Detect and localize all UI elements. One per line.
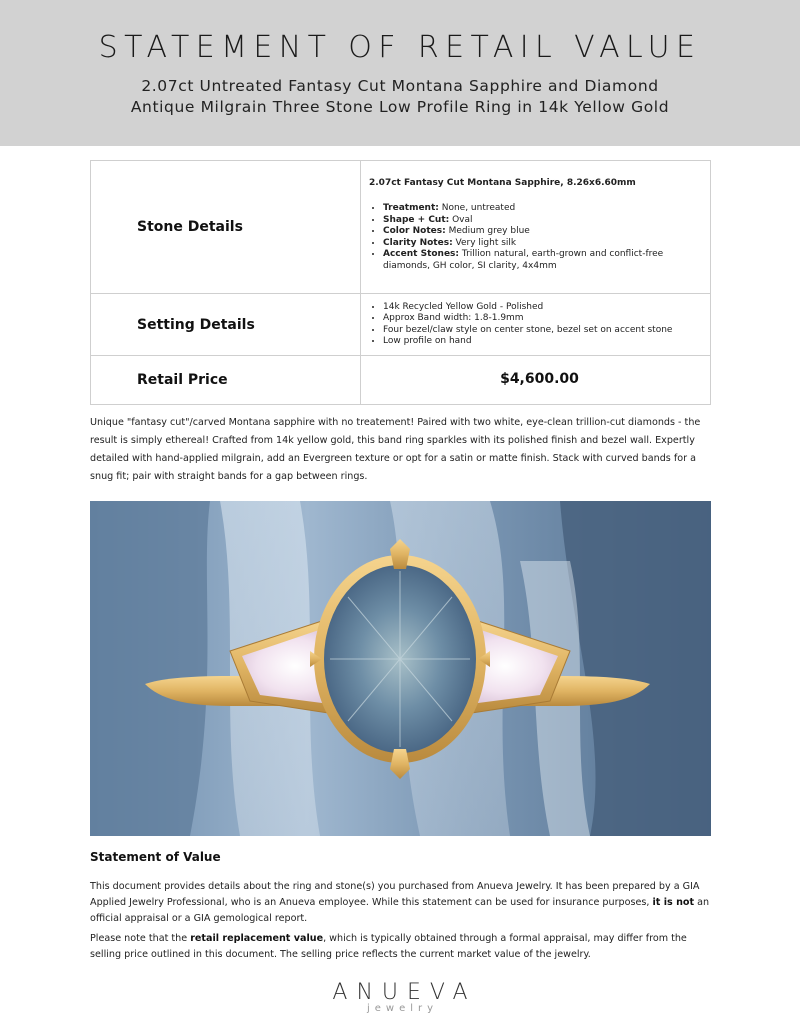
stone-detail-key: Accent Stones: — [383, 249, 460, 260]
setting-details-label: Setting Details — [91, 294, 361, 356]
stone-detail-accent — [383, 249, 702, 272]
stone-detail-color — [383, 226, 702, 238]
statement-emphasis: it is not — [652, 897, 695, 908]
stone-detail-value: None, untreated — [438, 203, 516, 214]
stone-detail-key: Treatment: — [383, 203, 439, 214]
setting-detail-item: • Approx Band width: 1.8-1.9mm — [383, 313, 702, 325]
statement-paragraph-2 — [90, 931, 715, 963]
setting-detail-item: • Low profile on hand — [383, 336, 702, 348]
page-subtitle — [0, 76, 800, 118]
stone-detail-key: Clarity Notes: — [383, 237, 453, 248]
statement-text: Please note that the — [90, 933, 191, 944]
header-banner — [0, 0, 800, 146]
retail-price-row — [91, 356, 711, 405]
logo-brand: ANUEVA — [332, 980, 477, 1005]
setting-details-value — [361, 294, 711, 356]
stone-details-value — [361, 161, 711, 294]
stone-title: 2.07ct Fantasy Cut Montana Sapphire, 8.26x6.60mm — [369, 177, 636, 188]
setting-detail-item: • 14k Recycled Yellow Gold - Polished — [383, 302, 702, 314]
stone-details-list — [369, 203, 702, 272]
stone-detail-value: Very light silk — [452, 237, 517, 248]
statement-title: Statement of Value — [90, 850, 221, 864]
details-table — [90, 160, 711, 405]
statement-emphasis: retail replacement value — [190, 933, 324, 944]
subtitle-line-1: 2.07ct Untreated Fantasy Cut Montana Sapphire and Diamond — [141, 77, 659, 95]
setting-details-row — [91, 294, 711, 356]
statement-paragraph-1 — [90, 879, 715, 927]
subtitle-line-2: Antique Milgrain Three Stone Low Profile Ring in 14k Yellow Gold — [130, 98, 670, 116]
statement-text: an official appraisal or a GIA gemological report. — [90, 897, 710, 924]
anueva-logo — [0, 980, 800, 1014]
stone-details-row — [91, 161, 711, 294]
retail-price-label: Retail Price — [91, 356, 361, 405]
statement-text: , which is typically obtained through a formal appraisal, may differ from the selling price outlined in this document. The selling price reflects the current market value of the jewelry. — [90, 933, 687, 960]
stone-detail-value: Medium grey blue — [445, 226, 530, 237]
stone-detail-key: Color Notes: — [383, 226, 446, 237]
retail-price-value: $4,600.00 — [361, 356, 711, 405]
ring-photo — [90, 501, 711, 836]
stone-detail-treatment — [383, 203, 702, 215]
ring-photo-illustration — [90, 501, 711, 836]
stone-details-label: Stone Details — [91, 161, 361, 294]
statement-text: This document provides details about the ring and stone(s) you purchased from Anueva Jewelry. It has been prepared by a GIA Applied Jewelry Professional, who is an Anueva employee. While this statement can be used for insurance purposes, — [90, 881, 700, 908]
stone-detail-shape — [383, 215, 702, 227]
stone-detail-value: Trillion natural, earth-grown and conflict-free diamonds, GH color, SI clarity, 4x4mm — [383, 249, 664, 271]
product-description: Unique "fantasy cut"/carved Montana sapphire with no treatement! Paired with two white, eye-clean trillion-cut diamonds - the result is simply ethereal! Crafted from 14k yellow gold, this band ring sparkles with its polished finish and bezel wall. Expertly detailed with hand-applied milgrain, add an Evergreen texture or opt for a satin or matte finish. Stack with curved bands for a snug fit; pair with straight bands for a gap between rings. — [90, 417, 701, 482]
page-title: STATEMENT OF RETAIL VALUE — [98, 30, 702, 65]
setting-details-list — [369, 302, 702, 348]
stone-detail-value: Oval — [449, 214, 473, 225]
setting-detail-item: • Four bezel/claw style on center stone, bezel set on accent stone — [383, 325, 702, 337]
stone-detail-key: Shape + Cut: — [383, 214, 450, 225]
stone-detail-clarity — [383, 238, 702, 250]
logo-subtitle: jewelry — [366, 1003, 439, 1014]
